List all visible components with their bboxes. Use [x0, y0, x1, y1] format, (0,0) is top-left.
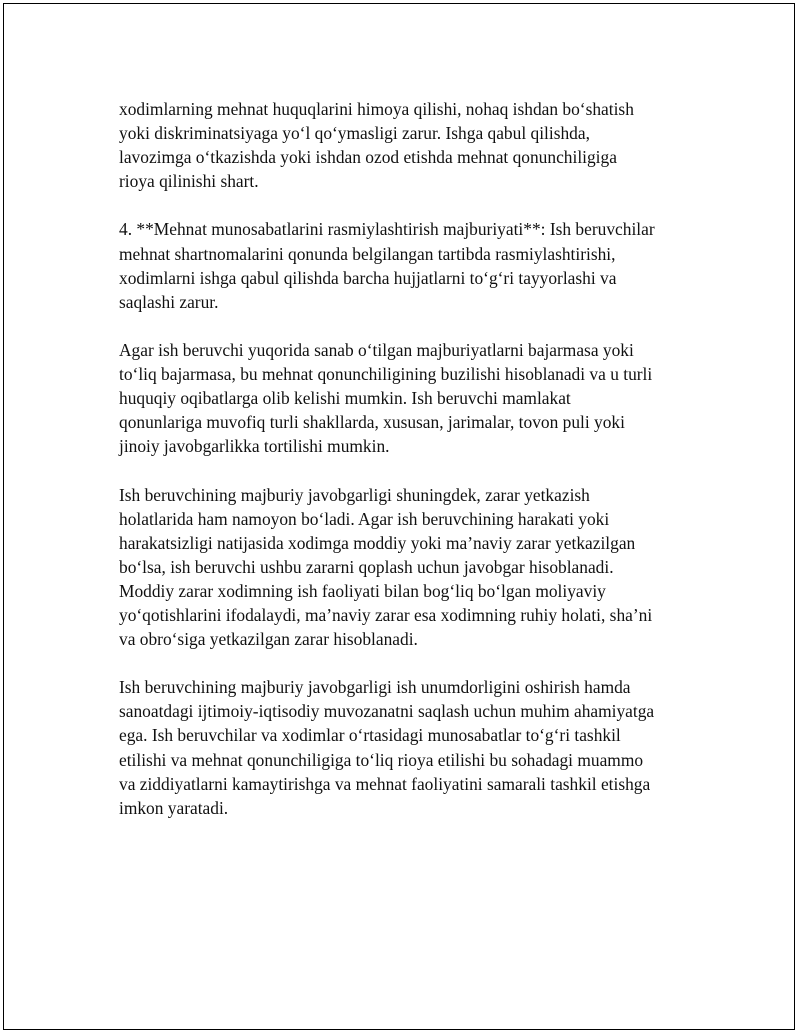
- document-body: [119, 97, 691, 844]
- text-line: Ish beruvchining majburiy javobgarligi shuningdek, zarar yetkazish: [119, 484, 590, 505]
- text-line: xodimlarning mehnat huquqlarini himoya qilishi, nohaq ishdan bo‘shatish: [119, 99, 634, 119]
- paragraph: [119, 97, 691, 193]
- text-line: holatlarida ham namoyon bo‘ladi. Agar ish beruvchining harakati yoki: [119, 508, 610, 529]
- document-page: [3, 3, 795, 1030]
- text-line: 4. **Mehnat munosabatlarini rasmiylashtirish majburiyati**: Ish beruvchilar: [119, 219, 655, 240]
- text-line: mehnat shartnomalarini qonunda belgilangan tartibda rasmiylashtirishi,: [119, 243, 616, 264]
- paragraph: [119, 338, 691, 458]
- text-line: qonunlariga muvofiq turli shakllarda, xususan, jarimalar, tovon puli yoki: [119, 412, 625, 433]
- text-line: rioya qilinishi shart.: [119, 171, 259, 192]
- text-line: jinoiy javobgarlikka tortilishi mumkin.: [119, 436, 390, 457]
- paragraph: [119, 217, 691, 313]
- text-line: Agar ish beruvchi yuqorida sanab o‘tilgan majburiyatlarni bajarmasa yoki: [119, 339, 634, 360]
- text-line: etilishi va mehnat qonunchiligiga to‘liq rioya etilishi bu sohadagi muammo: [119, 749, 644, 770]
- paragraph: [119, 675, 691, 820]
- text-line: va ziddiyatlarni kamaytirishga va mehnat faoliyatini samarali tashkil etishga: [119, 773, 651, 794]
- text-line: bo‘lsa, ish beruvchi ushbu zararni qoplash uchun javobgar hisoblanadi.: [119, 556, 614, 577]
- text-line: to‘liq bajarmasa, bu mehnat qonunchiligining buzilishi hisoblanadi va u turli: [119, 364, 653, 385]
- text-line: Moddiy zarar xodimning ish faoliyati bilan bog‘liq bo‘lgan moliyaviy: [119, 580, 606, 601]
- text-line: imkon yaratadi.: [119, 797, 229, 818]
- text-line: sanoatdagi ijtimoiy-iqtisodiy muvozanatni saqlash uchun muhim ahamiyatga: [119, 701, 655, 722]
- text-line: saqlashi zarur.: [119, 291, 219, 312]
- text-line: huquqiy oqibatlarga olib kelishi mumkin. Ish beruvchi mamlakat: [119, 388, 571, 409]
- text-line: Ish beruvchining majburiy javobgarligi ish unumdorligini oshirish hamda: [119, 677, 631, 698]
- text-line: xodimlarni ishga qabul qilishda barcha hujjatlarni to‘g‘ri tayyorlashi va: [119, 267, 617, 288]
- text-line: va obro‘siga yetkazilgan zarar hisoblanadi.: [119, 629, 418, 650]
- text-line: yoki diskriminatsiyaga yo‘l qo‘ymasligi zarur. Ishga qabul qilishda,: [119, 123, 590, 144]
- text-line: lavozimga o‘tkazishda yoki ishdan ozod etishda mehnat qonunchiligiga: [119, 147, 617, 168]
- text-line: ega. Ish beruvchilar va xodimlar o‘rtasidagi munosabatlar to‘g‘ri tashkil: [119, 725, 621, 746]
- text-line: yo‘qotishlarini ifodalaydi, ma’naviy zarar esa xodimning ruhiy holati, sha’ni: [119, 604, 653, 625]
- text-line: harakatsizligi natijasida xodimga moddiy yoki ma’naviy zarar yetkazilgan: [119, 532, 636, 553]
- paragraph: [119, 483, 691, 652]
